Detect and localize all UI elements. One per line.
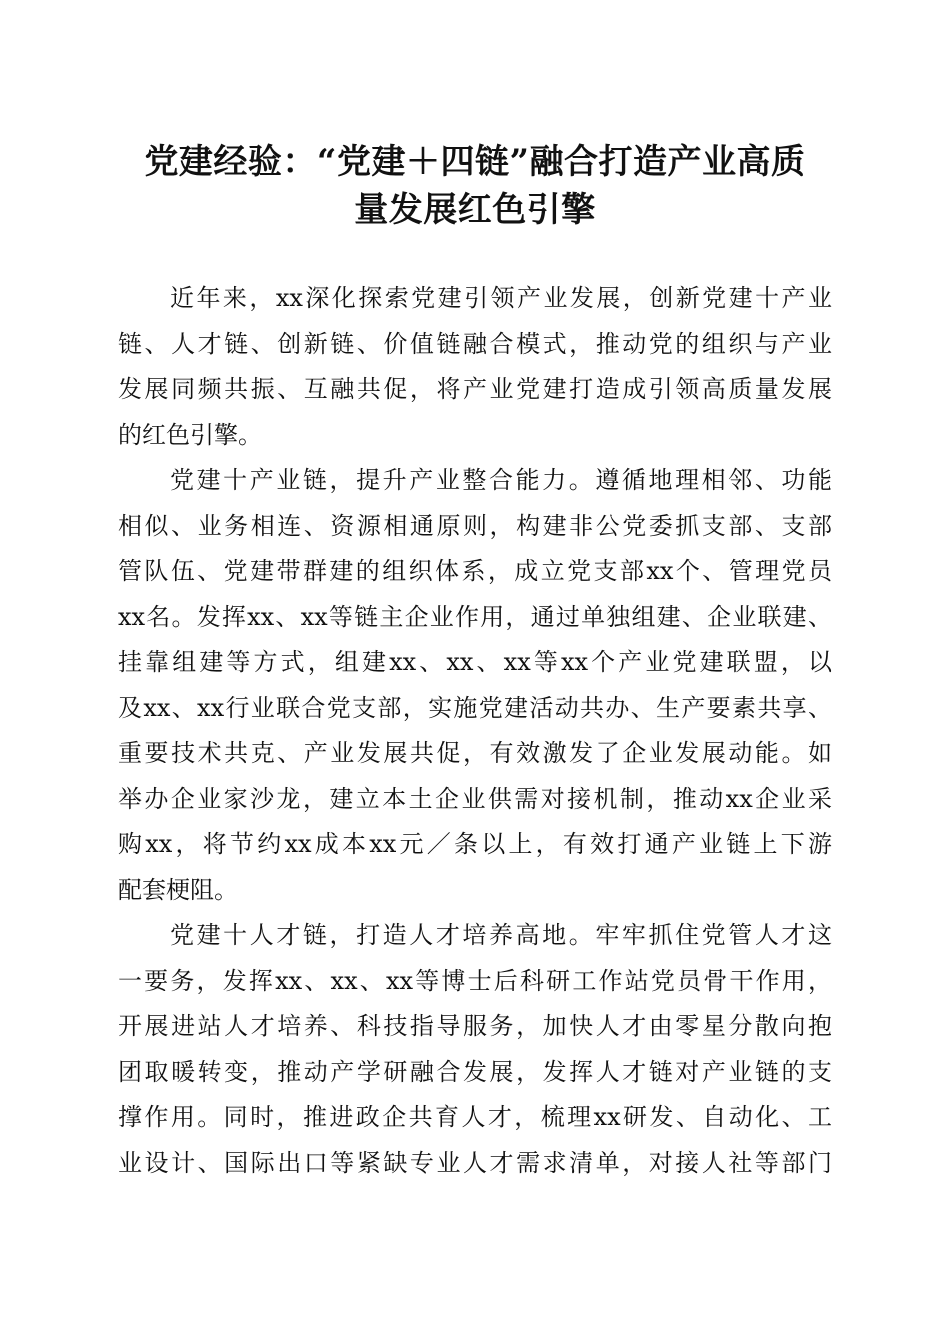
text-line: 管队伍、党建带群建的组织体系，成立党支部xx个、管理党员	[118, 557, 832, 585]
text-line: 一要务，发挥xx、xx、xx等博士后科研工作站党员骨干作用，	[118, 966, 832, 995]
text-line: 的红色引擎。	[118, 420, 262, 449]
text-line: 业设计、国际出口等紧缺专业人才需求清单，对接人社等部门	[118, 1148, 832, 1177]
text-line: xx名。发挥xx、xx等链主企业作用，通过单独组建、企业联建、	[118, 602, 832, 631]
text-line: 党建十人才链，打造人才培养高地。牢牢抓住党管人才这	[170, 921, 832, 949]
paragraph-intro	[118, 276, 832, 458]
text-line: 配套梗阻。	[118, 875, 238, 904]
text-line: 链、人才链、创新链、价值链融合模式，推动党的组织与产业	[118, 329, 832, 358]
text-line: 开展进站人才培养、科技指导服务，加快人才由零星分散向抱	[118, 1012, 832, 1040]
text-line: 举办企业家沙龙，建立本土企业供需对接机制，推动xx企业采	[118, 784, 832, 813]
text-line: 及xx、xx行业联合党支部，实施党建活动共办、生产要素共享、	[118, 693, 832, 722]
text-line: 撑作用。同时，推进政企共育人才，梳理xx研发、自动化、工	[118, 1103, 832, 1131]
paragraph-talent-chain	[118, 913, 832, 1186]
text-line: 重要技术共克、产业发展共促，有效激发了企业发展动能。如	[118, 739, 832, 767]
text-line: 近年来，xx深化探索党建引领产业发展，创新党建十产业	[170, 284, 832, 312]
title-line: 量发展红色引擎	[354, 190, 596, 230]
text-line: 发展同频共振、互融共促，将产业党建打造成引领高质量发展	[118, 375, 832, 403]
title-line: 党建经验：“党建＋四链”融合打造产业高质	[144, 142, 806, 182]
text-line: 党建十产业链，提升产业整合能力。遵循地理相邻、功能	[170, 466, 832, 494]
paragraph-industry-chain	[118, 458, 832, 913]
document-body	[118, 276, 832, 1186]
text-line: 相似、业务相连、资源相通原则，构建非公党委抓支部、支部	[118, 511, 832, 540]
document-title	[118, 138, 832, 234]
text-line: 购xx，将节约xx成本xx元／条以上，有效打通产业链上下游	[118, 830, 832, 858]
text-line: 团取暖转变，推动产学研融合发展，发挥人才链对产业链的支	[118, 1057, 832, 1086]
text-line: 挂靠组建等方式，组建xx、xx、xx等xx个产业党建联盟，以	[118, 648, 832, 676]
